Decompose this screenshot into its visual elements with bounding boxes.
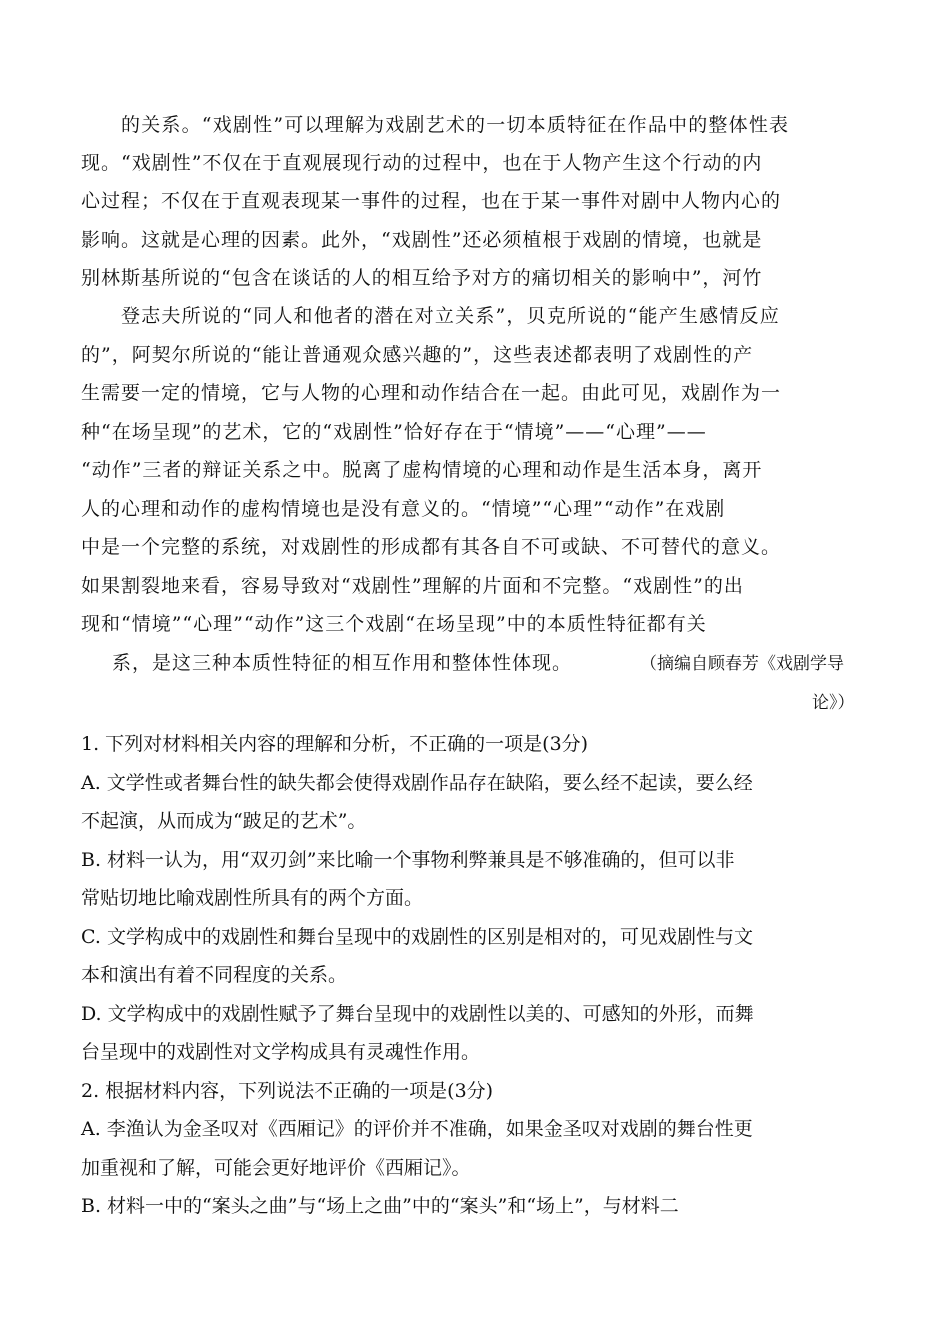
option-a: A. 李渔认为金圣叹对《西厢记》的评价并不准确，如果金圣叹对戏剧的舞台性更 bbox=[81, 1118, 753, 1140]
passage-line: 生需要一定的情境，它与人物的心理和动作结合在一起。由此可见，戏剧作为一 bbox=[81, 382, 782, 404]
source-citation-end: 论》） bbox=[812, 693, 855, 713]
passage-line: 系，是这三种本质性特征的相互作用和整体性体现。 bbox=[112, 652, 573, 674]
option-c: C. 文学构成中的戏剧性和舞台呈现中的戏剧性的区别是相对的，可见戏剧性与文 bbox=[81, 926, 753, 948]
passage-line: 别林斯基所说的“包含在谈话的人的相互给予对方的痛切相关的影响中”，河竹 bbox=[81, 267, 763, 289]
option-d-cont: 台呈现中的戏剧性对文学构成具有灵魂性作用。 bbox=[81, 1041, 481, 1063]
passage-line: 人的心理和动作的虚构情境也是没有意义的。“情境”“心理”“动作”在戏剧 bbox=[81, 498, 726, 520]
passage-line: 登志夫所说的“同人和他者的潜在对立关系”，贝克所说的“能产生感情反应 bbox=[121, 305, 780, 327]
option-b: B. 材料一认为，用“双刃剑”来比喻一个事物利弊兼具是不够准确的，但可以非 bbox=[81, 849, 735, 871]
passage-line: 的”，阿契尔所说的“能让普通观众感兴趣的”，这些表述都表明了戏剧性的产 bbox=[81, 344, 754, 366]
option-a: A. 文学性或者舞台性的缺失都会使得戏剧作品存在缺陷，要么经不起读，要么经 bbox=[81, 772, 753, 794]
passage-line: 影响。这就是心理的因素。此外，“戏剧性”还必须植根于戏剧的情境，也就是 bbox=[81, 229, 763, 251]
passage-line: 如果割裂地来看，容易导致对“戏剧性”理解的片面和不完整。“戏剧性”的出 bbox=[81, 575, 744, 597]
question-stem: 1. 下列对材料相关内容的理解和分析，不正确的一项是(3分) bbox=[81, 733, 589, 755]
option-a-cont: 不起演，从而成为“跛足的艺术”。 bbox=[81, 810, 367, 832]
passage-line: 种“在场呈现”的艺术，它的“戏剧性”恰好存在于“情境”——“心理”—— bbox=[81, 421, 707, 443]
passage-line: 现。“戏剧性”不仅在于直观展现行动的过程中，也在于人物产生这个行动的内 bbox=[81, 152, 763, 174]
passage-line: “动作”三者的辩证关系之中。脱离了虚构情境的心理和动作是生活本身，离开 bbox=[81, 459, 763, 481]
question-stem: 2. 根据材料内容，下列说法不正确的一项是(3分) bbox=[81, 1080, 494, 1102]
option-b-cont: 常贴切地比喻戏剧性所具有的两个方面。 bbox=[81, 887, 424, 909]
option-c-cont: 本和演出有着不同程度的关系。 bbox=[81, 964, 348, 986]
option-d: D. 文学构成中的戏剧性赋予了舞台呈现中的戏剧性以美的、可感知的外形，而舞 bbox=[81, 1003, 754, 1025]
option-a-cont: 加重视和了解，可能会更好地评价《西厢记》。 bbox=[81, 1157, 471, 1179]
passage-line: 现和“情境”“心理”“动作”这三个戏剧“在场呈现”中的本质性特征都有关 bbox=[81, 613, 707, 635]
passage-line: 的关系。“戏剧性”可以理解为戏剧艺术的一切本质特征在作品中的整体性表 bbox=[121, 114, 790, 136]
source-citation: （摘编自顾春芳《戏剧学导 bbox=[640, 654, 844, 674]
passage-line: 心过程；不仅在于直观表现某一事件的过程，也在于某一事件对剧中人物内心的 bbox=[81, 190, 782, 212]
option-b: B. 材料一中的“案头之曲”与“场上之曲”中的“案头”和“场上”，与材料二 bbox=[81, 1195, 679, 1217]
passage-line: 中是一个完整的系统，对戏剧性的形成都有其各自不可或缺、不可替代的意义。 bbox=[81, 536, 782, 558]
